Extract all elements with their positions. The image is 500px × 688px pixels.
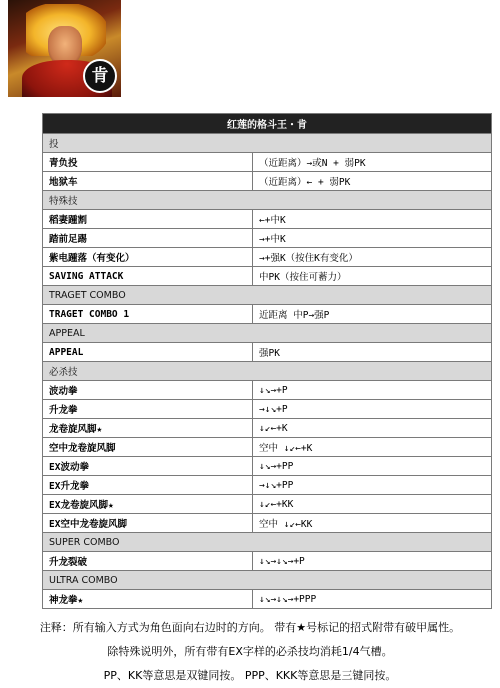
move-name: 升龙拳 [43,400,253,419]
move-name: EX升龙拳 [43,476,253,495]
move-command: 强PK [253,343,492,362]
move-name: 地狱车 [43,172,253,191]
move-command: 中PK（按住可蓄力） [253,267,492,286]
move-row [43,210,492,229]
move-name: 青负投 [43,153,253,172]
move-row [43,438,492,457]
move-command: →+中K [253,229,492,248]
move-row [43,229,492,248]
move-row [43,400,492,419]
move-name: TRAGET COMBO 1 [43,305,253,324]
table-title: 红莲的格斗王・肯 [43,114,492,134]
move-name: 神龙拳★ [43,590,253,609]
section-header: TRAGET COMBO [43,286,492,305]
move-command: →+强K（按住K有变化） [253,248,492,267]
section-header-row [43,362,492,381]
move-name: EX空中龙卷旋风脚 [43,514,253,533]
move-command: ↓↘→+PP [253,457,492,476]
move-row [43,514,492,533]
move-command: →↓↘+PP [253,476,492,495]
note-line-2: 除特殊说明外，所有带有EX字样的必杀技均消耗1/4气槽。 [107,645,393,658]
move-name: 空中龙卷旋风脚 [43,438,253,457]
character-name-badge: 肯 [83,59,117,93]
notes [0,616,500,688]
move-command: →↓↘+P [253,400,492,419]
move-row [43,172,492,191]
move-command: 空中 ↓↙←+K [253,438,492,457]
move-row [43,457,492,476]
section-header: 特殊技 [43,191,492,210]
move-list-table [42,113,492,609]
move-command: 空中 ↓↙←KK [253,514,492,533]
table-title-row [43,114,492,134]
move-name: SAVING ATTACK [43,267,253,286]
character-portrait [8,0,121,97]
move-name: 紫电踵落（有变化） [43,248,253,267]
move-row [43,495,492,514]
section-header: SUPER COMBO [43,533,492,552]
move-row [43,267,492,286]
move-row [43,248,492,267]
section-header-row [43,286,492,305]
move-name: 龙卷旋风脚★ [43,419,253,438]
section-header: ULTRA COMBO [43,571,492,590]
move-name: EX龙卷旋风脚★ [43,495,253,514]
move-command: ↓↙←+KK [253,495,492,514]
move-command: ↓↘→↓↘→+PPP [253,590,492,609]
move-row [43,590,492,609]
move-command: ↓↙←+K [253,419,492,438]
move-row [43,552,492,571]
move-name: 踏前足踢 [43,229,253,248]
move-command: ↓↘→↓↘→+P [253,552,492,571]
move-row [43,419,492,438]
move-row [43,305,492,324]
note-line-1: 注释：所有输入方式为角色面向右边时的方向。 带有★号标记的招式附带有破甲属性。 [39,621,461,634]
section-header-row [43,134,492,153]
section-header-row [43,191,492,210]
note-line-3: PP、KK等意思是双键同按。 PPP、KKK等意思是三键同按。 [103,669,397,682]
move-command: ↓↘→+P [253,381,492,400]
move-command: （近距离）→或N + 弱PK [253,153,492,172]
move-name: EX波动拳 [43,457,253,476]
move-command: （近距离）← + 弱PK [253,172,492,191]
section-header: 投 [43,134,492,153]
section-header-row [43,571,492,590]
section-header: APPEAL [43,324,492,343]
section-header-row [43,533,492,552]
section-header: 必杀技 [43,362,492,381]
move-name: APPEAL [43,343,253,362]
move-row [43,381,492,400]
move-row [43,153,492,172]
section-header-row [43,324,492,343]
move-command: 近距离 中P→强P [253,305,492,324]
move-name: 升龙裂破 [43,552,253,571]
move-command: ←+中K [253,210,492,229]
move-name: 波动拳 [43,381,253,400]
move-name: 稻妻踵割 [43,210,253,229]
move-row [43,343,492,362]
move-row [43,476,492,495]
